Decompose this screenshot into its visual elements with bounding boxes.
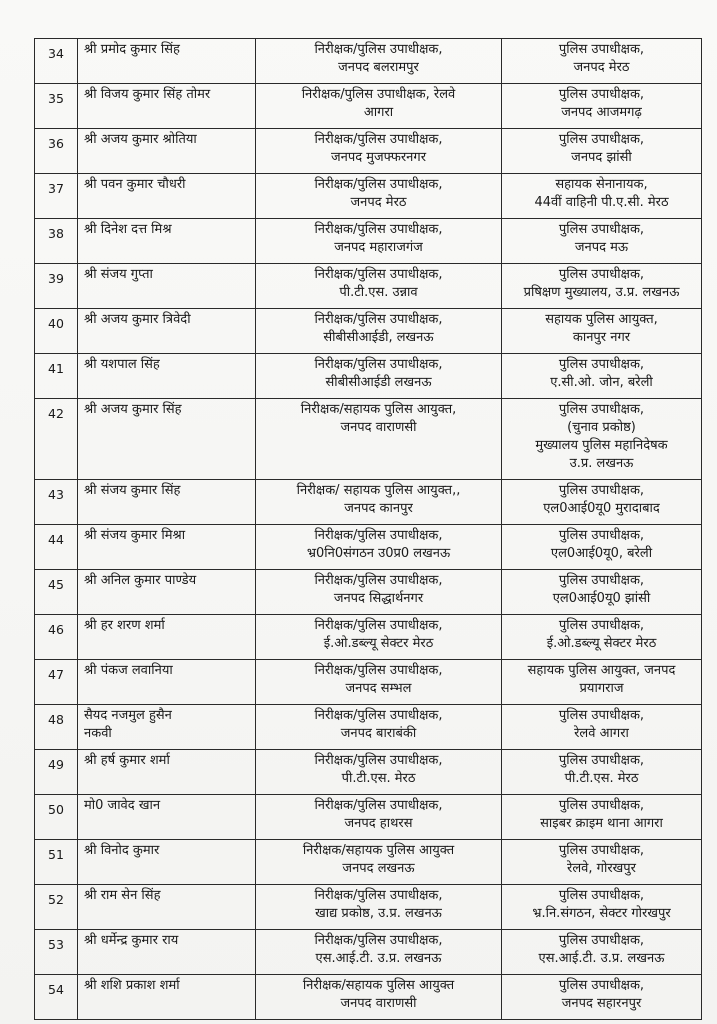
new-posting-cell [502, 660, 702, 705]
officer-name-line: मो0 जावेद खान [84, 798, 161, 813]
officer-name-cell [78, 615, 256, 660]
table-row [35, 750, 702, 795]
current-posting-line: जनपद महाराजगंज [334, 240, 423, 255]
table-row [35, 705, 702, 750]
serial-number-cell: 49 [35, 750, 78, 795]
current-posting-cell [256, 219, 502, 264]
table-row [35, 264, 702, 309]
serial-number-cell: 34 [35, 39, 78, 84]
current-posting-line: निरीक्षक/पुलिस उपाधीक्षक, [314, 663, 443, 678]
current-posting-cell [256, 525, 502, 570]
new-posting-cell [502, 219, 702, 264]
officer-name-cell [78, 84, 256, 129]
current-posting-line: निरीक्षक/पुलिस उपाधीक्षक, [314, 42, 443, 57]
new-posting-line: पुलिस उपाधीक्षक, [558, 132, 645, 147]
serial-number-cell: 44 [35, 525, 78, 570]
current-posting-line: जनपद बलरामपुर [338, 60, 419, 75]
new-posting-cell [502, 525, 702, 570]
table-row [35, 795, 702, 840]
table-row [35, 570, 702, 615]
current-posting-line: निरीक्षक/ सहायक पुलिस आयुक्त,, [296, 483, 461, 498]
serial-number-cell: 37 [35, 174, 78, 219]
table-row [35, 885, 702, 930]
officer-name-line: श्री राम सेन सिंह [84, 888, 161, 903]
current-posting-line: पी.टी.एस. उन्नाव [339, 285, 418, 300]
table-row [35, 84, 702, 129]
current-posting-line: जनपद सिद्धार्थनगर [333, 591, 424, 606]
serial-number-cell: 43 [35, 480, 78, 525]
transfer-table [34, 38, 702, 1020]
new-posting-line: साइबर क्राइम थाना आगरा [540, 816, 663, 831]
officer-name-line: श्री संजय कुमार सिंह [84, 483, 181, 498]
new-posting-line: एस.आई.टी. उ.प्र. लखनऊ [538, 951, 665, 966]
current-posting-line: निरीक्षक/पुलिस उपाधीक्षक, [314, 618, 443, 633]
current-posting-cell [256, 174, 502, 219]
current-posting-line: निरीक्षक/पुलिस उपाधीक्षक, [314, 933, 443, 948]
new-posting-line: सहायक पुलिस आयुक्त, जनपद [527, 663, 676, 678]
new-posting-line: पुलिस उपाधीक्षक, [558, 618, 645, 633]
current-posting-line: जनपद सम्भल [345, 681, 412, 696]
officer-name-line: श्री पंकज लवानिया [84, 663, 173, 678]
new-posting-line: उ.प्र. लखनऊ [569, 456, 634, 471]
current-posting-line: निरीक्षक/सहायक पुलिस आयुक्त [302, 978, 455, 993]
current-posting-line: निरीक्षक/पुलिस उपाधीक्षक, [314, 528, 443, 543]
serial-number-cell: 36 [35, 129, 78, 174]
current-posting-line: निरीक्षक/पुलिस उपाधीक्षक, रेलवे [301, 87, 456, 102]
officer-name-cell [78, 930, 256, 975]
serial-number-cell: 53 [35, 930, 78, 975]
new-posting-line: पुलिस उपाधीक्षक, [558, 753, 645, 768]
current-posting-cell [256, 705, 502, 750]
current-posting-line: सीबीसीआईडी, लखनऊ [323, 330, 434, 345]
table-row [35, 39, 702, 84]
table-row [35, 399, 702, 480]
new-posting-cell [502, 705, 702, 750]
current-posting-cell [256, 309, 502, 354]
officer-name-cell [78, 129, 256, 174]
table-row [35, 660, 702, 705]
table-row [35, 309, 702, 354]
officer-name-line: श्री अनिल कुमार पाण्डेय [84, 573, 197, 588]
officer-name-cell [78, 840, 256, 885]
new-posting-cell [502, 39, 702, 84]
current-posting-line: निरीक्षक/पुलिस उपाधीक्षक, [314, 222, 443, 237]
current-posting-cell [256, 399, 502, 480]
new-posting-line: पुलिस उपाधीक्षक, [558, 573, 645, 588]
current-posting-line: जनपद कानपुर [344, 501, 413, 516]
officer-name-line: श्री अजय कुमार त्रिवेदी [84, 312, 191, 327]
serial-number-cell: 50 [35, 795, 78, 840]
new-posting-line: (चुनाव प्रकोष्ठ) [567, 420, 636, 435]
new-posting-cell [502, 264, 702, 309]
current-posting-cell [256, 264, 502, 309]
new-posting-cell [502, 930, 702, 975]
new-posting-line: पुलिस उपाधीक्षक, [558, 933, 645, 948]
officer-name-cell [78, 480, 256, 525]
new-posting-line: जनपद मऊ [574, 240, 629, 255]
table-row [35, 129, 702, 174]
new-posting-line: पुलिस उपाधीक्षक, [558, 402, 645, 417]
current-posting-line: भ्र0नि0संगठन उ0प्र0 लखनऊ [306, 546, 451, 561]
serial-number-cell: 46 [35, 615, 78, 660]
current-posting-line: निरीक्षक/पुलिस उपाधीक्षक, [314, 177, 443, 192]
current-posting-line: सीबीसीआईडी लखनऊ [325, 375, 432, 390]
current-posting-line: निरीक्षक/सहायक पुलिस आयुक्त, [300, 402, 457, 417]
new-posting-line: पुलिस उपाधीक्षक, [558, 798, 645, 813]
new-posting-cell [502, 399, 702, 480]
new-posting-line: पुलिस उपाधीक्षक, [558, 267, 645, 282]
table-row [35, 219, 702, 264]
serial-number-cell: 52 [35, 885, 78, 930]
new-posting-line: जनपद झांसी [571, 150, 632, 165]
officer-name-cell [78, 975, 256, 1020]
officer-name-cell [78, 885, 256, 930]
table-row [35, 615, 702, 660]
table-row [35, 840, 702, 885]
serial-number-cell: 48 [35, 705, 78, 750]
current-posting-cell [256, 660, 502, 705]
current-posting-line: निरीक्षक/पुलिस उपाधीक्षक, [314, 708, 443, 723]
new-posting-line: एल0आई0यू0 मुरादाबाद [543, 501, 660, 516]
current-posting-line: निरीक्षक/पुलिस उपाधीक्षक, [314, 267, 443, 282]
new-posting-line: पुलिस उपाधीक्षक, [558, 357, 645, 372]
new-posting-cell [502, 354, 702, 399]
current-posting-cell [256, 39, 502, 84]
current-posting-line: खाद्य प्रकोष्ठ, उ.प्र. लखनऊ [315, 906, 442, 921]
current-posting-cell [256, 354, 502, 399]
current-posting-line: निरीक्षक/पुलिस उपाधीक्षक, [314, 798, 443, 813]
new-posting-line: जनपद मेरठ [573, 60, 630, 75]
new-posting-line: कानपुर नगर [572, 330, 631, 345]
serial-number-cell: 35 [35, 84, 78, 129]
new-posting-line: जनपद आजमगढ़ [561, 105, 642, 120]
new-posting-line: रेलवे आगरा [574, 726, 629, 741]
current-posting-cell [256, 750, 502, 795]
new-posting-line: रेलवे, गोरखपुर [567, 861, 636, 876]
serial-number-cell: 51 [35, 840, 78, 885]
current-posting-line: जनपद वाराणसी [340, 996, 417, 1011]
table-row [35, 480, 702, 525]
table-row [35, 354, 702, 399]
current-posting-cell [256, 129, 502, 174]
new-posting-line: प्रषिक्षण मुख्यालय, उ.प्र. लखनऊ [523, 285, 680, 300]
current-posting-line: पी.टी.एस. मेरठ [341, 771, 416, 786]
officer-name-cell [78, 660, 256, 705]
current-posting-line: जनपद मेरठ [350, 195, 407, 210]
officer-name-cell [78, 705, 256, 750]
current-posting-line: जनपद मुजफ्फरनगर [330, 150, 427, 165]
new-posting-line: भ्र.नि.संगठन, सेक्टर गोरखपुर [532, 906, 671, 921]
table-row [35, 525, 702, 570]
current-posting-cell [256, 885, 502, 930]
current-posting-cell [256, 570, 502, 615]
officer-name-line: श्री दिनेश दत्त मिश्र [84, 222, 172, 237]
current-posting-cell [256, 795, 502, 840]
officer-name-line: श्री यशपाल सिंह [84, 357, 160, 372]
current-posting-line: निरीक्षक/सहायक पुलिस आयुक्त [302, 843, 455, 858]
current-posting-line: निरीक्षक/पुलिस उपाधीक्षक, [314, 312, 443, 327]
officer-name-cell [78, 219, 256, 264]
serial-number-cell: 38 [35, 219, 78, 264]
new-posting-line: एल0आई0यू0 झांसी [552, 591, 651, 606]
officer-name-line: श्री संजय कुमार मिश्रा [84, 528, 186, 543]
officer-name-cell [78, 399, 256, 480]
officer-name-line: श्री संजय गुप्ता [84, 267, 153, 282]
officer-name-line: श्री पवन कुमार चौधरी [84, 177, 186, 192]
officer-name-cell [78, 525, 256, 570]
new-posting-line: ए.सी.ओ. जोन, बरेली [550, 375, 653, 390]
officer-name-line: श्री धर्मेन्द्र कुमार राय [84, 933, 179, 948]
current-posting-cell [256, 840, 502, 885]
new-posting-line: पुलिस उपाधीक्षक, [558, 528, 645, 543]
current-posting-cell [256, 480, 502, 525]
new-posting-cell [502, 84, 702, 129]
new-posting-line: जनपद सहारनपुर [561, 996, 642, 1011]
serial-number-cell: 45 [35, 570, 78, 615]
officer-name-cell [78, 570, 256, 615]
current-posting-line: एस.आई.टी. उ.प्र. लखनऊ [315, 951, 442, 966]
new-posting-line: पुलिस उपाधीक्षक, [558, 483, 645, 498]
new-posting-line: पुलिस उपाधीक्षक, [558, 87, 645, 102]
serial-number-cell: 39 [35, 264, 78, 309]
new-posting-cell [502, 885, 702, 930]
current-posting-cell [256, 930, 502, 975]
new-posting-line: पुलिस उपाधीक्षक, [558, 888, 645, 903]
new-posting-cell [502, 129, 702, 174]
new-posting-line: ई.ओ.डब्ल्यू सेक्टर मेरठ [546, 636, 657, 651]
current-posting-line: जनपद हाथरस [344, 816, 413, 831]
new-posting-line: पी.टी.एस. मेरठ [564, 771, 639, 786]
serial-number-cell: 47 [35, 660, 78, 705]
officer-name-cell [78, 750, 256, 795]
officer-name-line: श्री हर्ष कुमार शर्मा [84, 753, 170, 768]
officer-name-line: श्री विजय कुमार सिंह तोमर [84, 87, 211, 102]
new-posting-line: सहायक पुलिस आयुक्त, [545, 312, 658, 327]
new-posting-line: मुख्यालय पुलिस महानिदेषक [535, 438, 668, 453]
serial-number-cell: 41 [35, 354, 78, 399]
current-posting-cell [256, 615, 502, 660]
new-posting-line: पुलिस उपाधीक्षक, [558, 708, 645, 723]
new-posting-cell [502, 570, 702, 615]
current-posting-line: निरीक्षक/पुलिस उपाधीक्षक, [314, 132, 443, 147]
current-posting-line: निरीक्षक/पुलिस उपाधीक्षक, [314, 357, 443, 372]
serial-number-cell: 40 [35, 309, 78, 354]
officer-name-cell [78, 354, 256, 399]
current-posting-line: जनपद लखनऊ [342, 861, 415, 876]
officer-name-line: श्री विनोद कुमार [84, 843, 160, 858]
new-posting-line: पुलिस उपाधीक्षक, [558, 42, 645, 57]
table-row [35, 174, 702, 219]
officer-name-line: श्री अजय कुमार श्रोतिया [84, 132, 197, 147]
new-posting-line: पुलिस उपाधीक्षक, [558, 843, 645, 858]
new-posting-line: पुलिस उपाधीक्षक, [558, 222, 645, 237]
current-posting-line: जनपद वाराणसी [340, 420, 417, 435]
officer-name-line: श्री प्रमोद कुमार सिंह [84, 42, 180, 57]
table-row [35, 975, 702, 1020]
serial-number-cell: 54 [35, 975, 78, 1020]
serial-number-cell: 42 [35, 399, 78, 480]
officer-name-cell [78, 309, 256, 354]
officer-name-cell [78, 174, 256, 219]
current-posting-cell [256, 975, 502, 1020]
current-posting-line: निरीक्षक/पुलिस उपाधीक्षक, [314, 753, 443, 768]
new-posting-cell [502, 309, 702, 354]
new-posting-cell [502, 174, 702, 219]
new-posting-cell [502, 750, 702, 795]
new-posting-line: प्रयागराज [579, 681, 624, 696]
new-posting-cell [502, 975, 702, 1020]
new-posting-line: एल0आई0यू0, बरेली [550, 546, 653, 561]
new-posting-cell [502, 795, 702, 840]
current-posting-line: जनपद बाराबंकी [340, 726, 417, 741]
new-posting-line: पुलिस उपाधीक्षक, [558, 978, 645, 993]
new-posting-cell [502, 615, 702, 660]
new-posting-cell [502, 480, 702, 525]
officer-name-line: सैयद नजमुल हुसैन [84, 708, 172, 723]
new-posting-cell [502, 840, 702, 885]
officer-name-line: नकवी [84, 726, 112, 741]
current-posting-line: निरीक्षक/पुलिस उपाधीक्षक, [314, 888, 443, 903]
officer-name-cell [78, 795, 256, 840]
new-posting-line: 44वीं वाहिनी पी.ए.सी. मेरठ [534, 195, 669, 210]
table-row [35, 930, 702, 975]
current-posting-line: आगरा [363, 105, 394, 120]
current-posting-line: निरीक्षक/पुलिस उपाधीक्षक, [314, 573, 443, 588]
officer-name-line: श्री शशि प्रकाश शर्मा [84, 978, 180, 993]
current-posting-line: ई.ओ.डब्ल्यू सेक्टर मेरठ [323, 636, 434, 651]
officer-name-cell [78, 39, 256, 84]
transfer-table-body [35, 39, 702, 1020]
new-posting-line: सहायक सेनानायक, [555, 177, 648, 192]
officer-name-line: श्री अजय कुमार सिंह [84, 402, 182, 417]
officer-name-line: श्री हर शरण शर्मा [84, 618, 165, 633]
current-posting-cell [256, 84, 502, 129]
officer-name-cell [78, 264, 256, 309]
